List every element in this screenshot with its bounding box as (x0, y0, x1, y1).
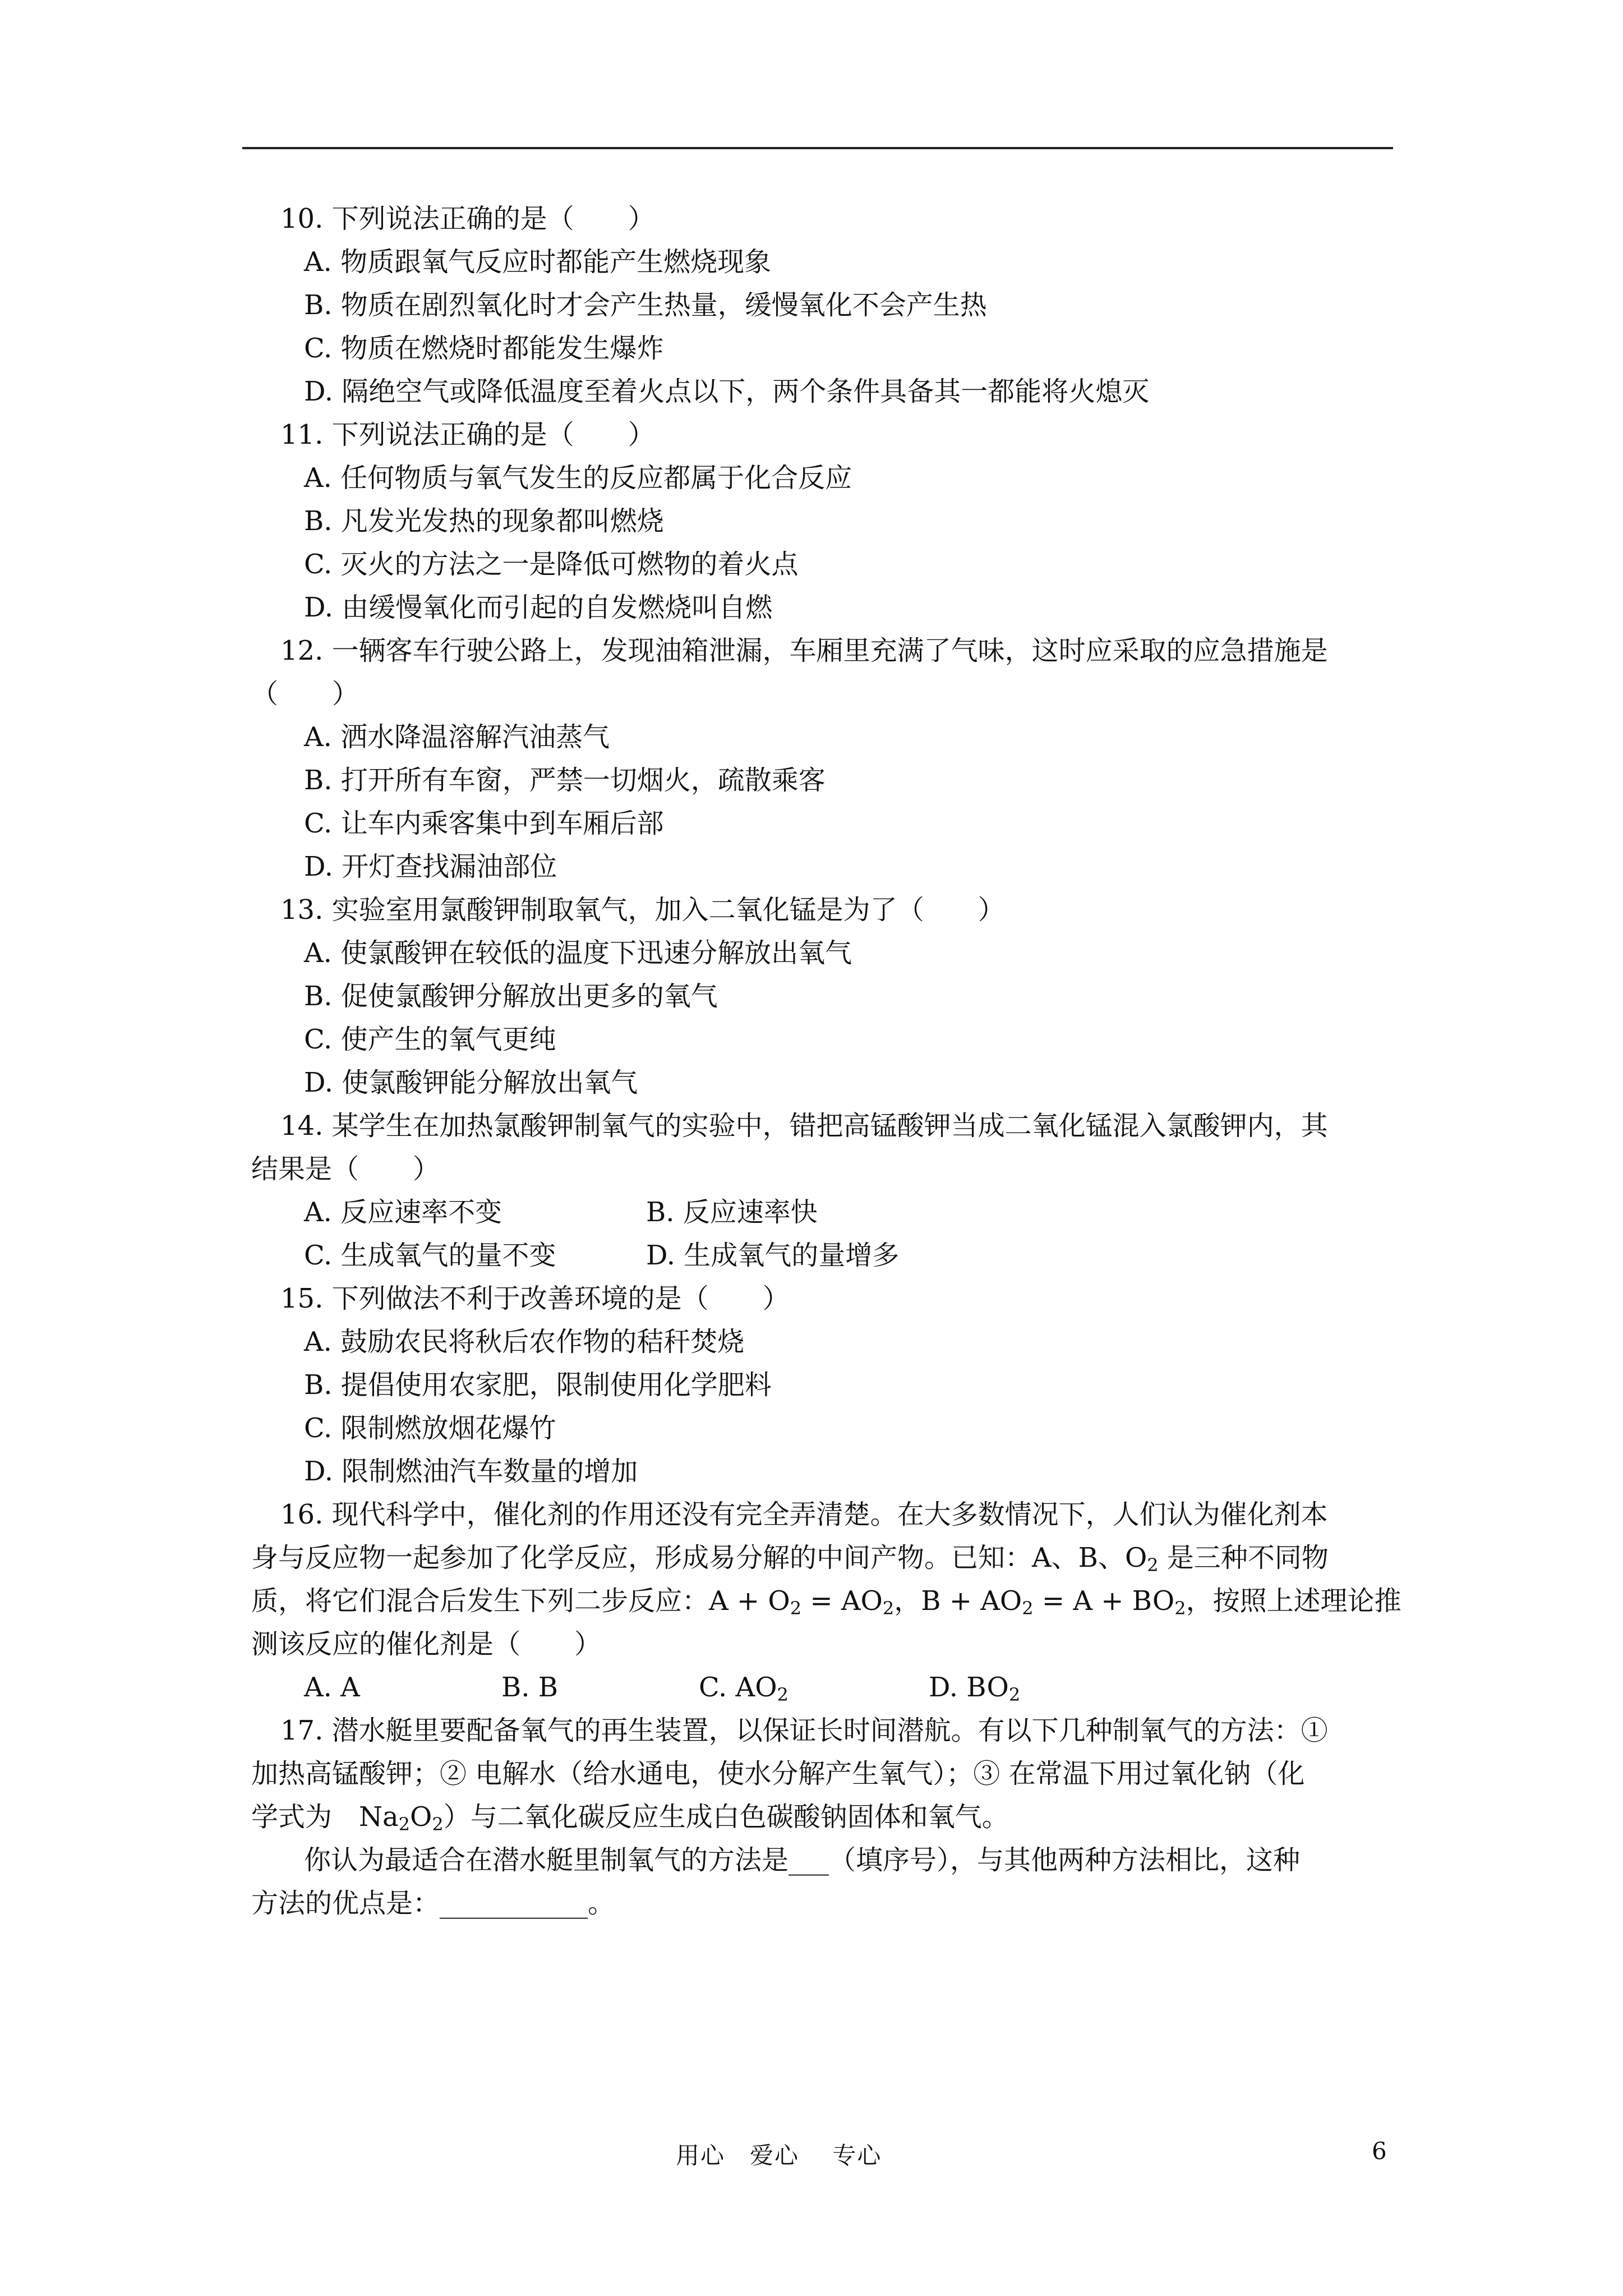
question-15-option-a: A. 鼓励农民将秋后农作物的秸秆焚烧 (304, 1326, 745, 1358)
question-17-line2: 加热高锰酸钾；② 电解水（给水通电，使水分解产生氧气）；③ 在常温下用过氧化钠（化 (251, 1758, 1305, 1789)
subscript: 2 (432, 1814, 444, 1835)
question-13-option-c: C. 使产生的氧气更纯 (304, 1024, 556, 1055)
equation-part: ，B + AO (894, 1585, 1022, 1617)
subscript: 2 (1008, 1684, 1021, 1705)
question-10-option-d: D. 隔绝空气或降低温度至着火点以下，两个条件具备其一都能将火熄灭 (304, 376, 1150, 407)
question-11-option-c: C. 灭火的方法之一是降低可燃物的着火点 (304, 549, 799, 580)
question-17-line4: 你认为最适合在潜水艇里制氧气的方法是___（填序号），与其他两种方法相比，这种 (304, 1844, 1301, 1876)
question-11-option-a: A. 任何物质与氧气发生的反应都属于化合反应 (304, 462, 852, 494)
question-16-line2 (251, 1536, 1393, 1580)
subscript: 2 (790, 1598, 802, 1619)
subscript: 2 (1022, 1598, 1034, 1619)
question-17-line1: 17. 潜水艇里要配备氧气的再生装置，以保证长时间潜航。有以下几种制氧气的方法：① (280, 1715, 1328, 1746)
page-content (251, 197, 1401, 1925)
formula-part: 学式为 Na (251, 1801, 399, 1833)
question-16-line3 (251, 1580, 1401, 1623)
formula-part: ）与二氧化碳反应生成白色碳酸钠固体和氧气。 (443, 1801, 1009, 1833)
question-12-stem-line1: 12. 一辆客车行驶公路上，发现油箱泄漏，车厢里充满了气味，这时应采取的应急措施是 (280, 635, 1328, 666)
footer-motto: 用心 爱心 专心 (676, 2142, 882, 2169)
option-text: D. BO (929, 1672, 1009, 1703)
question-12-option-a: A. 洒水降温溶解汽油蒸气 (304, 721, 610, 753)
question-10-option-a: A. 物质跟氧气反应时都能产生燃烧现象 (304, 246, 772, 278)
question-10-stem: 10. 下列说法正确的是（ ） (280, 203, 655, 234)
question-11-option-b: B. 凡发光发热的现象都叫燃烧 (304, 505, 664, 537)
question-12-option-c: C. 让车内乘客集中到车厢后部 (304, 808, 664, 839)
equation-part: = A + BO (1033, 1585, 1175, 1617)
subscript: 2 (882, 1598, 895, 1619)
question-14-option-a: A. 反应速率不变 (304, 1197, 502, 1228)
question-10-option-c: C. 物质在燃烧时都能发生爆炸 (304, 333, 664, 364)
question-16-line2-text: 身与反应物一起参加了化学反应，形成易分解的中间产物。已知：A、B、O (251, 1542, 1147, 1573)
question-12-stem-line2: （ ） (251, 678, 359, 710)
question-13-option-a: A. 使氯酸钾在较低的温度下迅速分解放出氧气 (304, 937, 852, 969)
subscript: 2 (1147, 1554, 1159, 1576)
question-16-option-d (929, 1666, 1020, 1709)
question-15-option-d: D. 限制燃油汽车数量的增加 (304, 1456, 638, 1487)
question-12-option-b: B. 打开所有车窗，严禁一切烟火，疏散乘客 (304, 765, 826, 796)
page-number: 6 (1372, 2137, 1387, 2165)
question-14-option-d: D. 生成氧气的量增多 (646, 1240, 900, 1271)
subscript: 2 (1174, 1598, 1186, 1619)
subscript: 2 (398, 1814, 410, 1835)
header-rule (242, 147, 1393, 149)
question-13-stem: 13. 实验室用氯酸钾制取氧气，加入二氧化锰是为了（ ） (280, 894, 1005, 926)
question-17-line5: 方法的优点是：___________。 (251, 1888, 615, 1919)
question-16-option-a: A. A (304, 1672, 360, 1703)
question-14-stem-line1: 14. 某学生在加热氯酸钾制氧气的实验中，错把高锰酸钾当成二氧化锰混入氯酸钾内，其 (280, 1110, 1328, 1142)
question-13-option-b: B. 促使氯酸钾分解放出更多的氧气 (304, 981, 718, 1012)
question-15-option-b: B. 提倡使用农家肥，限制使用化学肥料 (304, 1369, 772, 1401)
question-12-option-d: D. 开灯查找漏油部位 (304, 851, 557, 882)
question-16-option-b: B. B (501, 1672, 559, 1703)
question-13-option-d: D. 使氯酸钾能分解放出氧气 (304, 1067, 638, 1098)
question-14-options-row2 (251, 1234, 1393, 1277)
question-15-stem: 15. 下列做法不利于改善环境的是（ ） (280, 1283, 790, 1314)
formula-part: O (409, 1801, 432, 1833)
question-16-options (251, 1666, 1393, 1709)
question-14-option-b: B. 反应速率快 (646, 1197, 818, 1228)
equation-part: ，按照上述理论推 (1186, 1585, 1401, 1617)
question-15-option-c: C. 限制燃放烟花爆竹 (304, 1412, 556, 1444)
question-16-line1: 16. 现代科学中，催化剂的作用还没有完全弄清楚。在大多数情况下，人们认为催化剂本 (280, 1499, 1328, 1530)
question-11-stem: 11. 下列说法正确的是（ ） (280, 419, 655, 450)
question-11-option-d: D. 由缓慢氧化而引起的自发燃烧叫自燃 (304, 592, 773, 623)
question-16-line4: 测该反应的催化剂是（ ） (251, 1628, 602, 1660)
equation-part: = AO (801, 1585, 883, 1617)
question-14-options-row1 (251, 1191, 1393, 1234)
question-17-line3 (251, 1796, 1393, 1839)
subscript: 2 (777, 1684, 789, 1705)
question-10-option-b: B. 物质在剧烈氧化时才会产生热量，缓慢氧化不会产生热 (304, 289, 987, 321)
question-16-option-c (699, 1666, 929, 1709)
question-14-option-c: C. 生成氧气的量不变 (304, 1240, 556, 1271)
question-14-stem-line2: 结果是（ ） (251, 1153, 440, 1185)
equation-part: 质，将它们混合后发生下列二步反应：A + O (251, 1585, 790, 1617)
option-text: C. AO (699, 1672, 777, 1703)
question-16-line2-tail: 是三种不同物 (1158, 1542, 1329, 1573)
